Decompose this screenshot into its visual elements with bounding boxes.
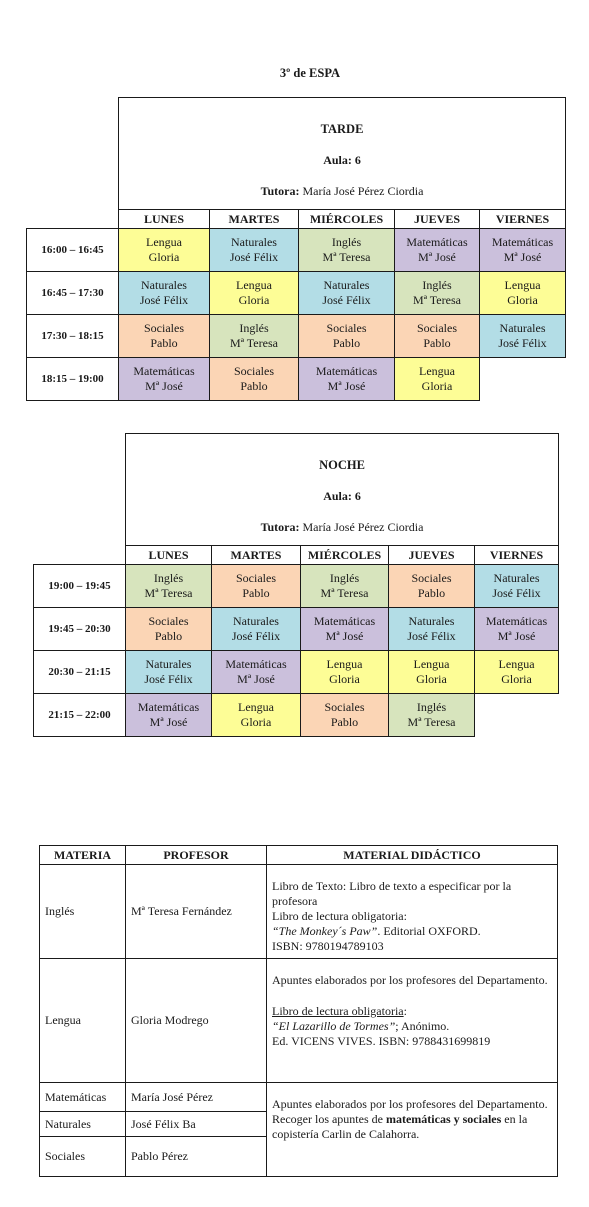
class-teacher: Mª José (149, 715, 188, 729)
class-teacher: Mª José (237, 672, 275, 686)
class-subject: Matemáticas (491, 235, 554, 249)
room-label: Aula: 6 (323, 489, 361, 503)
class-teacher: José Félix (229, 250, 279, 264)
class-cell (126, 651, 212, 694)
empty-slot (475, 694, 559, 737)
class-teacher: Mª Teresa (144, 586, 193, 600)
column-header-material: MATERIAL DIDÁCTICO (267, 846, 558, 865)
class-teacher: Mª José (325, 629, 364, 643)
room-label: Aula: 6 (323, 153, 361, 167)
class-subject: Sociales (236, 571, 276, 585)
class-teacher: Mª José (327, 379, 366, 393)
class-cell (210, 358, 299, 401)
class-subject: Matemáticas (315, 364, 378, 378)
class-subject: Sociales (324, 700, 365, 714)
tutor-line (126, 520, 558, 535)
book-title: “The Monkey´s Paw” (272, 924, 378, 938)
class-cell (475, 651, 559, 694)
time-slot: 19:45 – 20:30 (34, 608, 126, 651)
class-subject: Sociales (411, 571, 452, 585)
class-subject: Matemáticas (485, 614, 548, 628)
book-author: ; Anónimo. (395, 1019, 450, 1033)
class-teacher: Mª Teresa (230, 336, 278, 350)
table-row (27, 272, 566, 315)
schedule-header-box (126, 434, 559, 546)
day-header: MARTES (212, 546, 301, 565)
day-header: VIERNES (480, 210, 566, 229)
notes-location: en la copistería Carlin de Calahorra. (272, 1112, 528, 1141)
class-subject: Matemáticas (406, 235, 468, 249)
table-row (40, 959, 558, 1083)
class-cell (395, 315, 480, 358)
class-cell (212, 694, 301, 737)
class-cell (301, 651, 389, 694)
materials-table (39, 845, 558, 1177)
reading-colon: : (403, 1004, 407, 1018)
class-cell (301, 565, 389, 608)
class-subject: Sociales (417, 321, 457, 335)
class-teacher: Gloria (240, 715, 272, 729)
table-row (34, 694, 559, 737)
class-teacher: Pablo (240, 379, 268, 393)
time-slot: 16:45 – 17:30 (27, 272, 119, 315)
notes-text: Apuntes elaborados por los profesores del Departamento. Recoger los apuntes de (272, 1097, 548, 1126)
table-row (34, 565, 559, 608)
time-slot: 18:15 – 19:00 (27, 358, 119, 401)
class-cell (126, 694, 212, 737)
shift-title: TARDE (320, 122, 364, 136)
class-subject: Inglés (153, 571, 184, 585)
class-cell (395, 358, 480, 401)
class-cell (126, 608, 212, 651)
class-cell (299, 272, 395, 315)
class-subject: Lengua (326, 657, 363, 671)
subject-name: Sociales (40, 1137, 126, 1177)
table-row (27, 229, 566, 272)
class-subject: Naturales (145, 657, 192, 671)
time-slot: 20:30 – 21:15 (34, 651, 126, 694)
class-subject: Lengua (419, 364, 455, 378)
class-subject: Lengua (504, 278, 541, 292)
class-cell (301, 608, 389, 651)
material-description (267, 959, 558, 1083)
empty-slot (480, 358, 566, 401)
class-cell (299, 358, 395, 401)
class-subject: Inglés (239, 321, 269, 335)
class-teacher: Gloria (507, 293, 538, 307)
reading-label: Libro de lectura obligatoria (272, 1004, 404, 1018)
class-teacher: Gloria (421, 379, 453, 393)
class-teacher: Pablo (332, 336, 361, 350)
class-cell (210, 272, 299, 315)
class-teacher: Mª Teresa (413, 293, 461, 307)
book-publisher: . Editorial OXFORD. (377, 924, 481, 938)
reading-label: Libro de lectura obligatoria: (272, 909, 407, 923)
class-teacher: José Félix (139, 293, 189, 307)
class-teacher: José Félix (231, 629, 281, 643)
class-subject: Sociales (144, 321, 184, 335)
tutor-label: Tutora: (260, 184, 300, 198)
class-teacher: Mª José (497, 629, 536, 643)
day-header: LUNES (119, 210, 210, 229)
column-header-teacher: PROFESOR (126, 846, 267, 865)
class-cell (395, 272, 480, 315)
class-cell (210, 315, 299, 358)
class-cell (389, 694, 475, 737)
class-teacher: Mª Teresa (322, 250, 371, 264)
class-cell (126, 565, 212, 608)
class-teacher: Gloria (416, 672, 447, 686)
class-teacher: José Félix (322, 293, 371, 307)
day-header: LUNES (126, 546, 212, 565)
class-teacher: Mª José (418, 250, 456, 264)
day-header: MIÉRCOLES (301, 546, 389, 565)
class-cell (119, 358, 210, 401)
day-header: VIERNES (475, 546, 559, 565)
class-teacher: José Félix (498, 336, 547, 350)
class-teacher: Mª José (503, 250, 542, 264)
table-row (27, 315, 566, 358)
class-cell (475, 608, 559, 651)
column-header-subject: MATERIA (40, 846, 126, 865)
class-subject: Naturales (323, 278, 370, 292)
day-header: MIÉRCOLES (299, 210, 395, 229)
tutor-label: Tutora: (260, 520, 300, 534)
class-teacher: Mª Teresa (320, 586, 369, 600)
corner-blank (34, 546, 126, 565)
class-cell (480, 272, 566, 315)
edition-line: Ed. VICENS VIVES. ISBN: 9788431699819 (272, 1034, 491, 1048)
class-subject: Naturales (231, 235, 277, 249)
class-cell (480, 229, 566, 272)
time-slot: 19:00 – 19:45 (34, 565, 126, 608)
subject-name: Matemáticas (40, 1083, 126, 1112)
class-subject: Sociales (234, 364, 274, 378)
material-description (267, 1083, 558, 1177)
class-cell (212, 608, 301, 651)
reading-book-line (272, 1019, 552, 1034)
corner-blank (34, 434, 126, 546)
class-teacher: Mª Teresa (407, 715, 456, 729)
time-slot: 16:00 – 16:45 (27, 229, 119, 272)
class-subject: Lengua (498, 657, 535, 671)
class-teacher: José Félix (144, 672, 193, 686)
material-description (267, 865, 558, 959)
class-subject: Matemáticas (313, 614, 376, 628)
class-cell (299, 229, 395, 272)
class-teacher: Pablo (330, 715, 359, 729)
class-teacher: Mª José (145, 379, 183, 393)
class-subject: Naturales (408, 614, 455, 628)
teacher-name: Gloria Modrego (126, 959, 267, 1083)
class-cell (299, 315, 395, 358)
shift-title: NOCHE (319, 458, 365, 472)
class-cell (119, 315, 210, 358)
class-cell (119, 272, 210, 315)
subject-name: Naturales (40, 1112, 126, 1137)
tutor-name: María José Pérez Ciordia (299, 520, 424, 534)
class-cell (480, 315, 566, 358)
class-cell (210, 229, 299, 272)
class-cell (475, 565, 559, 608)
class-teacher: Gloria (238, 293, 270, 307)
class-teacher: José Félix (407, 629, 456, 643)
class-teacher: Gloria (329, 672, 360, 686)
class-subject: Naturales (499, 321, 546, 335)
teacher-name: María José Pérez (126, 1083, 267, 1112)
class-subject: Matemáticas (225, 657, 287, 671)
table-row (40, 865, 558, 959)
teacher-name: Pablo Pérez (126, 1137, 267, 1177)
table-row (27, 358, 566, 401)
table-row (34, 608, 559, 651)
class-cell (389, 651, 475, 694)
class-subject: Naturales (493, 571, 540, 585)
day-header: JUEVES (389, 546, 475, 565)
class-subject: Inglés (331, 235, 362, 249)
class-teacher: Pablo (423, 336, 451, 350)
class-cell (212, 651, 301, 694)
day-header: JUEVES (395, 210, 480, 229)
corner-blank (27, 210, 119, 229)
class-teacher: Pablo (242, 586, 270, 600)
class-teacher: Pablo (150, 336, 178, 350)
class-cell (395, 229, 480, 272)
class-subject: Lengua (238, 700, 274, 714)
reading-label-line (272, 1004, 552, 1019)
class-teacher: Gloria (501, 672, 532, 686)
class-teacher: Pablo (417, 586, 446, 600)
tutor-line (119, 184, 565, 199)
class-teacher: Gloria (148, 250, 180, 264)
subject-name: Lengua (40, 959, 126, 1083)
schedule-noche-table (33, 433, 559, 737)
class-subject: Lengua (146, 235, 182, 249)
class-cell (212, 565, 301, 608)
notes-subjects: matemáticas y sociales (385, 1112, 502, 1126)
subject-name: Inglés (40, 865, 126, 959)
isbn-line: ISBN: 9780194789103 (272, 939, 384, 953)
textbook-line: Libro de Texto: Libro de texto a especificar por la profesora (272, 879, 512, 908)
teacher-name: Mª Teresa Fernández (126, 865, 267, 959)
class-subject: Sociales (148, 614, 189, 628)
class-cell (389, 565, 475, 608)
class-subject: Matemáticas (133, 364, 195, 378)
table-row (40, 1083, 558, 1112)
class-subject: Matemáticas (137, 700, 200, 714)
corner-blank (27, 98, 119, 210)
book-title: “El Lazarillo de Tormes” (272, 1019, 396, 1033)
class-subject: Lengua (413, 657, 450, 671)
class-subject: Sociales (326, 321, 367, 335)
class-subject: Inglés (422, 278, 452, 292)
class-cell (119, 229, 210, 272)
schedule-header-box (119, 98, 566, 210)
class-subject: Naturales (141, 278, 187, 292)
class-subject: Inglés (416, 700, 447, 714)
class-teacher: José Félix (492, 586, 541, 600)
class-teacher: Pablo (154, 629, 183, 643)
teacher-name: José Félix Ba (126, 1112, 267, 1137)
day-header: MARTES (210, 210, 299, 229)
notes-line: Apuntes elaborados por los profesores del Departamento. (272, 973, 548, 987)
time-slot: 21:15 – 22:00 (34, 694, 126, 737)
tutor-name: María José Pérez Ciordia (299, 184, 424, 198)
time-slot: 17:30 – 18:15 (27, 315, 119, 358)
schedule-tarde-table (26, 97, 566, 401)
class-subject: Naturales (233, 614, 279, 628)
class-subject: Inglés (329, 571, 360, 585)
class-cell (301, 694, 389, 737)
reading-book-line (272, 924, 552, 939)
table-row (34, 651, 559, 694)
class-subject: Lengua (236, 278, 272, 292)
class-cell (389, 608, 475, 651)
document-title: 3º de ESPA (279, 66, 341, 80)
